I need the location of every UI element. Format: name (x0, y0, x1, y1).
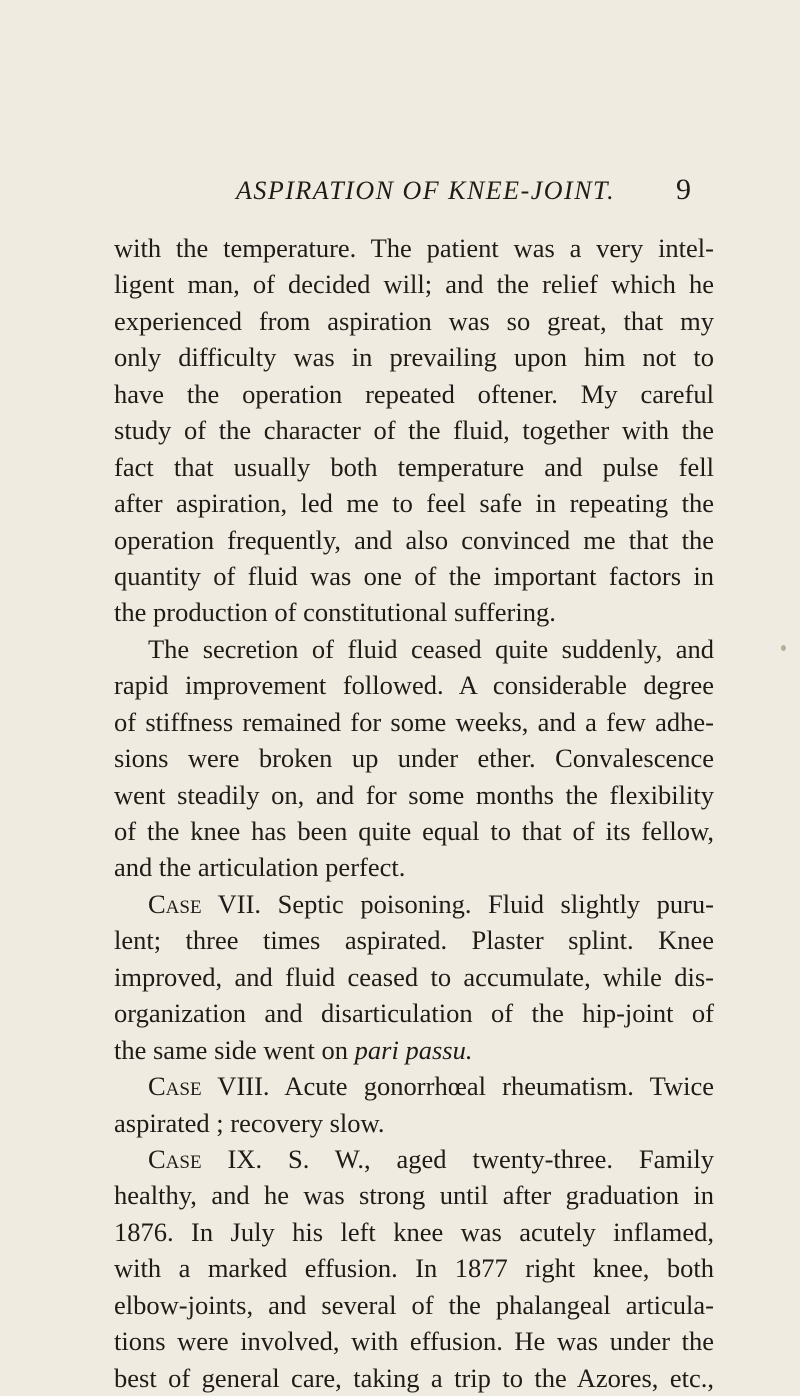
text-line: improved, and fluid ceased to accumulate, while dis- (114, 961, 714, 992)
text-line: best of general care, taking a trip to the Azores, etc., (114, 1362, 714, 1393)
text-line (114, 1141, 714, 1177)
case-label: Case VII. (148, 888, 262, 919)
text-line: elbow-joints, and several of the phalangeal articula- (114, 1289, 714, 1320)
text-line: the production of constitutional suffering. (114, 597, 556, 628)
text-line: study of the character of the fluid, together with the (114, 415, 714, 446)
text-line: experienced from aspiration was so great, that my (114, 305, 714, 336)
text-line: rapid improvement followed. A considerable degree (114, 670, 714, 701)
case-label: Case IX. (148, 1143, 263, 1174)
text-run: Acute gonorrhœal rheumatism. Twice (269, 1071, 715, 1102)
case-label: Case VIII. (148, 1071, 270, 1102)
text-line: after aspiration, led me to feel safe in repeating the (114, 488, 714, 519)
text-line: lent; three times aspirated. Plaster splint. Knee (114, 925, 714, 956)
text-line: fact that usually both temperature and pulse fell (114, 451, 714, 482)
text-line (114, 1032, 714, 1068)
text-line: of the knee has been quite equal to that of its fellow, (114, 816, 714, 846)
text-line (114, 1068, 714, 1104)
text-line: 1876. In July his left knee was acutely inflamed, (114, 1216, 714, 1247)
text-run: S. W., aged twenty-three. Family (262, 1143, 714, 1174)
ink-blot (781, 645, 786, 651)
text-run: the same side went on (114, 1034, 355, 1065)
page-number: 9 (676, 173, 691, 206)
text-line: only difficulty was in prevailing upon him not to (114, 342, 714, 373)
text-line: with the temperature. The patient was a very intel- (114, 233, 714, 263)
text-line: aspirated ; recovery slow. (114, 1107, 385, 1138)
text-line: operation frequently, and also convinced me that the (114, 524, 714, 555)
text-line (114, 886, 714, 922)
text-line: ligent man, of decided will; and the relief which he (114, 269, 714, 300)
text-line: have the operation repeated oftener. My careful (114, 378, 714, 409)
text-line: healthy, and he was strong until after graduation in (114, 1180, 714, 1211)
text-line: The secretion of fluid ceased quite suddenly, and (148, 633, 714, 664)
text-line: quantity of fluid was one of the important factors in (114, 560, 714, 591)
italic-phrase: pari passu. (354, 1034, 473, 1065)
body-text (114, 230, 714, 1396)
text-line: sions were broken up under ether. Convalescence (114, 743, 714, 774)
text-line: of stiffness remained for some weeks, and a few adhe- (114, 706, 714, 737)
running-head: ASPIRATION OF KNEE-JOINT. (236, 176, 616, 205)
text-line: went steadily on, and for some months the flexibility (114, 779, 714, 810)
text-line: tions were involved, with effusion. He was under the (114, 1326, 714, 1357)
text-run: Septic poisoning. Fluid slightly puru- (261, 888, 714, 919)
text-line: organization and disarticulation of the hip-joint of (114, 998, 714, 1029)
text-line: with a marked effusion. In 1877 right knee, both (114, 1253, 714, 1284)
text-line: and the articulation perfect. (114, 852, 406, 883)
